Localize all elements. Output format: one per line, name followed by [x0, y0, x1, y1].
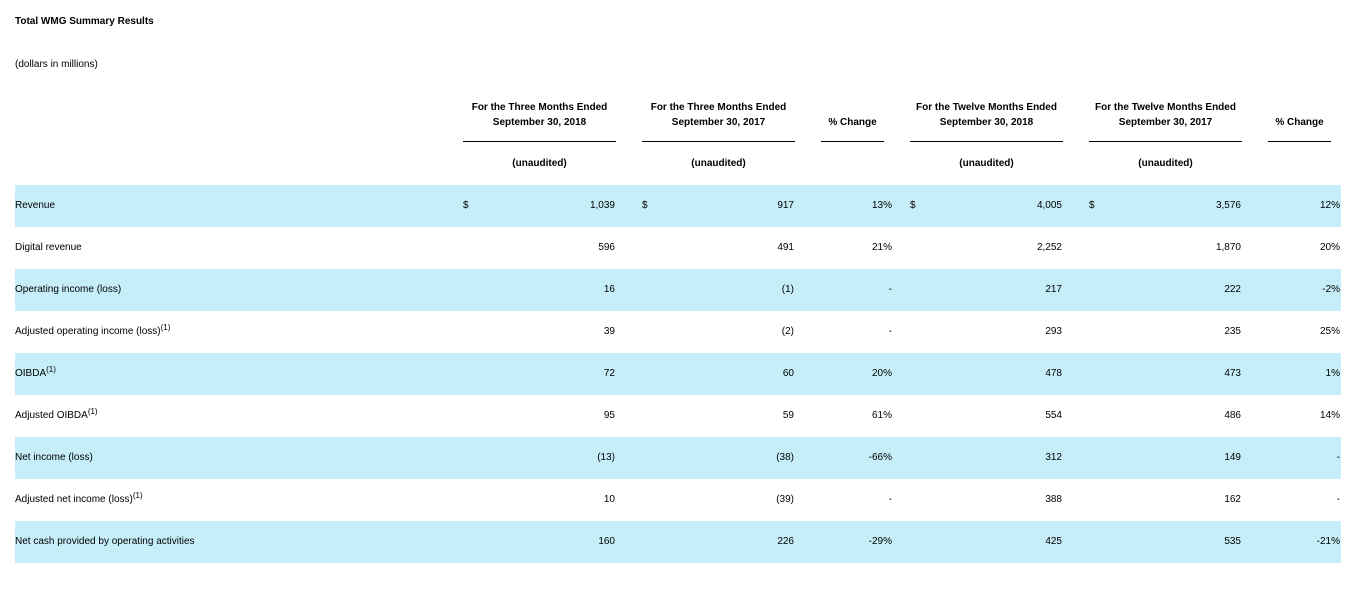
column-header-line1: For the Three Months Ended	[471, 102, 608, 113]
value-cell: 535	[1224, 536, 1241, 547]
value-cell: 388	[1045, 494, 1062, 505]
column-header	[910, 100, 1063, 130]
table-row	[15, 521, 1341, 563]
value-cell: -	[1336, 452, 1340, 463]
value-cell: 226	[777, 536, 794, 547]
column-header-line2: September 30, 2018	[492, 117, 587, 128]
table-row	[15, 227, 1341, 269]
value-cell: 13%	[871, 200, 892, 211]
value-cell: 217	[1045, 284, 1062, 295]
value-cell: 162	[1224, 494, 1241, 505]
value-cell: -	[1336, 494, 1340, 505]
column-header	[642, 100, 795, 130]
value-cell: -29%	[868, 536, 892, 547]
value-cell: 486	[1224, 410, 1241, 421]
row-label: Adjusted net income (loss)$^{(1)}$	[15, 491, 143, 505]
value-cell: 3,576	[1215, 200, 1241, 211]
column-header	[1268, 100, 1331, 130]
value-cell: 491	[777, 242, 794, 253]
footnote-marker: (1)	[87, 407, 98, 416]
column-header-line2: September 30, 2018	[939, 117, 1034, 128]
value-cell: 160	[598, 536, 615, 547]
table-row	[15, 437, 1341, 479]
column-header-line1: For the Twelve Months Ended	[916, 102, 1057, 113]
value-cell: 95	[603, 410, 615, 421]
value-cell: 60	[782, 368, 794, 379]
row-label: Adjusted operating income (loss)$^{(1)}$	[15, 323, 171, 337]
row-label: Net cash provided by operating activities	[15, 536, 195, 547]
value-cell: 61%	[871, 410, 892, 421]
value-cell: -66%	[868, 452, 892, 463]
value-cell: 312	[1045, 452, 1062, 463]
currency-symbol: $	[463, 200, 469, 211]
value-cell: 554	[1045, 410, 1062, 421]
row-label: Digital revenue	[15, 242, 82, 253]
footnote-marker: (1)	[132, 491, 143, 500]
value-cell: -	[888, 494, 892, 505]
value-cell: 25%	[1319, 326, 1340, 337]
value-cell: 10	[603, 494, 615, 505]
unaudited-label: (unaudited)	[512, 158, 567, 169]
column-header	[463, 100, 616, 130]
unaudited-label: (unaudited)	[1138, 158, 1193, 169]
value-cell: 235	[1224, 326, 1241, 337]
footnote-marker: (1)	[160, 323, 171, 332]
row-label: Adjusted OIBDA$^{(1)}$	[15, 407, 98, 421]
column-header-line1	[1268, 100, 1331, 115]
value-cell: -21%	[1316, 536, 1340, 547]
value-cell: 149	[1224, 452, 1241, 463]
table-row	[15, 185, 1341, 227]
table-row	[15, 353, 1341, 395]
value-cell: (38)	[776, 452, 794, 463]
header-underline	[1268, 141, 1331, 142]
value-cell: (1)	[781, 284, 794, 295]
column-header	[1089, 100, 1242, 130]
header-underline	[463, 141, 616, 142]
value-cell: -2%	[1322, 284, 1340, 295]
value-cell: 478	[1045, 368, 1062, 379]
unaudited-label: (unaudited)	[959, 158, 1014, 169]
column-header-line2: % Change	[828, 117, 877, 128]
footnote-marker: (1)	[46, 365, 56, 374]
value-cell: 1%	[1325, 368, 1340, 379]
value-cell: 222	[1224, 284, 1241, 295]
value-cell: 425	[1045, 536, 1062, 547]
value-cell: -	[888, 284, 892, 295]
header-underline	[821, 141, 884, 142]
row-label: Net income (loss)	[15, 452, 93, 463]
row-label: OIBDA$^{(1)}$	[15, 365, 56, 379]
value-cell: 20%	[871, 368, 892, 379]
row-label: Operating income (loss)	[15, 284, 122, 295]
column-header-line1	[821, 100, 884, 115]
value-cell: 39	[603, 326, 615, 337]
header-underline	[910, 141, 1063, 142]
value-cell: 14%	[1319, 410, 1340, 421]
value-cell: 473	[1224, 368, 1241, 379]
currency-symbol: $	[1089, 200, 1095, 211]
value-cell: (13)	[597, 452, 615, 463]
column-header-line2: September 30, 2017	[671, 117, 766, 128]
report-title: Total WMG Summary Results	[15, 16, 154, 27]
column-header-line2: September 30, 2017	[1118, 117, 1213, 128]
unaudited-label: (unaudited)	[691, 158, 746, 169]
units-note: (dollars in millions)	[15, 59, 98, 70]
value-cell: 2,252	[1036, 242, 1062, 253]
value-cell: 596	[598, 242, 615, 253]
value-cell: 293	[1045, 326, 1062, 337]
value-cell: 20%	[1319, 242, 1340, 253]
value-cell: 12%	[1319, 200, 1340, 211]
column-header-line1: For the Three Months Ended	[650, 102, 787, 113]
currency-symbol: $	[642, 200, 648, 211]
table-row	[15, 479, 1341, 521]
value-cell: 59	[782, 410, 794, 421]
value-cell: 72	[603, 368, 615, 379]
row-label: Revenue	[15, 200, 56, 211]
column-header-line2: % Change	[1275, 117, 1324, 128]
currency-symbol: $	[910, 200, 916, 211]
column-header-line1: For the Twelve Months Ended	[1095, 102, 1236, 113]
column-header	[821, 100, 884, 130]
value-cell: (39)	[776, 494, 794, 505]
value-cell: 917	[777, 200, 794, 211]
header-underline	[642, 141, 795, 142]
value-cell: 16	[603, 284, 615, 295]
table-row	[15, 395, 1341, 437]
value-cell: 1,039	[589, 200, 615, 211]
value-cell: (2)	[781, 326, 794, 337]
value-cell: 4,005	[1036, 200, 1062, 211]
value-cell: 21%	[871, 242, 892, 253]
header-underline	[1089, 141, 1242, 142]
table-row	[15, 269, 1341, 311]
value-cell: -	[888, 326, 892, 337]
value-cell: 1,870	[1215, 242, 1241, 253]
table-row	[15, 311, 1341, 353]
